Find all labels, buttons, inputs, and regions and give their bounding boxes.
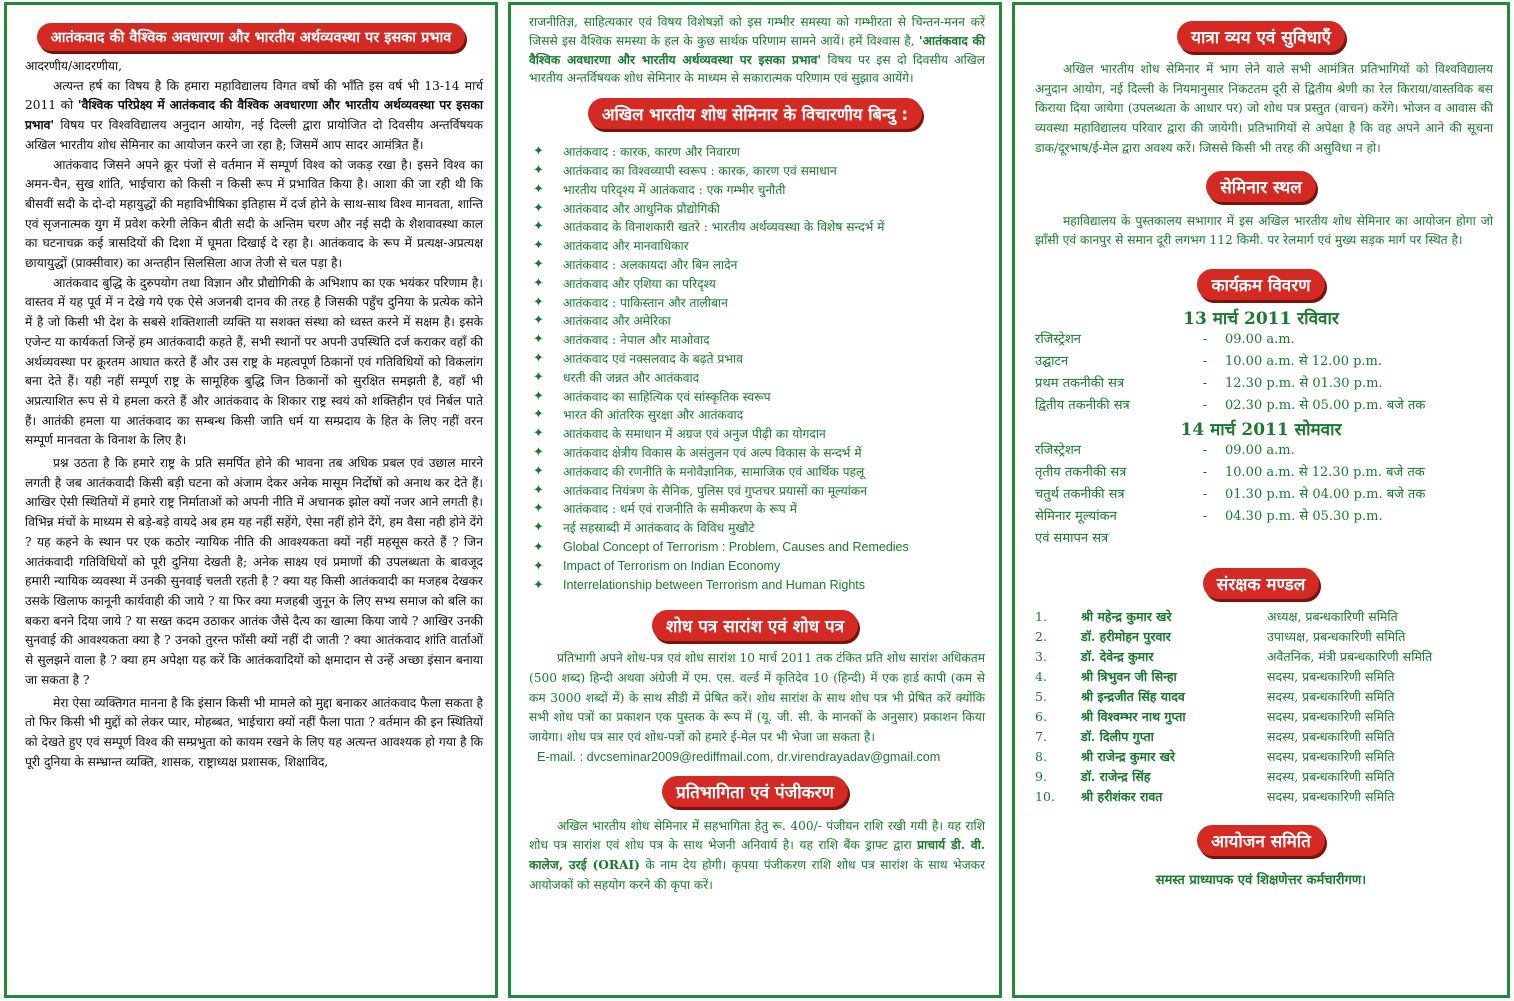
bullet-icon: ✦ [533, 313, 544, 329]
intro-text [7, 51, 495, 772]
travel-text: अखिल भारतीय शोध सेमिनार में भाग लेने वाले सभी आमंत्रित प्रतिभागियों को विश्वविद्यालय अनुदान आयोग, नई दिल्ली के नियमानुसार निकटतम दूरी से द्वितीय श्रेणी का रेल किराया/वास्तविक बस किराया दिया जायेगा (उपलब्धता के आधार पर) जो शोध पत्र प्रस्तुत (वाचन) करेंगे। भोजन व आवास की व्यवस्था महाविद्यालय परिवार द्वारा की जायेगी। प्रतिभागियों से अपेक्षा है कि वह अपने आने की सूचना डाक/दूरभाष/ई-मेल द्वारा अवश्य करें। जिससे किसी भी तरह की असुविधा न हो। [1035, 62, 1493, 155]
patron-title-banner: संरक्षक मण्डल [1203, 568, 1319, 599]
middle-panel [508, 2, 1002, 998]
salutation: आदरणीय/आदरणीया, [25, 59, 123, 73]
bullet-icon: ✦ [533, 576, 544, 592]
bullet-icon: ✦ [533, 482, 544, 498]
list-item: ✦ आतंकवाद : नेपाल और माओवाद [533, 331, 999, 350]
paragraph-3: आतंकवाद बुद्धि के दुरुपयोग तथा विज्ञान और प्रौद्योगिकी के अभिशाप का एक भयंकर परिणाम है। वास्तव में यह पूर्व में न देखे गये एक ऐसे अजनबी दानव की तरह है जिसकी पहुँच दुनिया के प्रत्येक कोने में है जो किसी भी देश के सबसे शक्तिशाली व्यक्ति या सशक्त संस्था को ध्वस्त करने में सक्षम है। इसके एजेन्ट या कार्यकर्ता जिन्हें हम आतंकवादी कहते हैं, सभी स्थानों पर अपनी उपस्थिति दर्ज कराकर वहाँ की अर्थव्यवस्था पर क्रूरतम आघात करते हैं और उस राष्ट्र के महत्वपूर्ण ठिकानों एवं गतिविधियों को विकलांग बना देते हैं। यही नहीं सम्पूर्ण राष्ट्र के सामूहिक बुद्धि जिन ठिकानों को सुरक्षित समझती है, वहाँ भी अप्रत्याशित रूप से ये हमला करते हैं और आतंकवाद के शिकार राष्ट्र स्वयं को शक्तिहीन एवं निर्बल पाते हैं। आतंकी हमला या आतंकवाद का सम्बन्ध किसी जाति धर्म या सम्प्रदाय के हित के लिए नहीं वरन सम्पूर्ण मानवता के विनाश के लिए है। [25, 275, 483, 448]
bullet-icon: ✦ [533, 501, 544, 517]
points-title-banner: अखिल भारतीय शोध सेमिनार के विचारणीय बिन्दु : [588, 98, 922, 129]
table-row: 4. श्री त्रिभुवन जी सिन्हा सदस्य, प्रबन्धकारिणी समिति [1035, 668, 1395, 684]
points-list [511, 143, 999, 594]
list-item: ✦ आतंकवाद क्षेत्रीय विकास के असंतुलन एवं अल्प विकास के सन्दर्भ में [533, 444, 999, 463]
bullet-icon: ✦ [533, 294, 544, 310]
list-item: ✦ आतंकवाद नियंत्रण के सैनिक, पुलिस एवं गुप्तचर प्रयासों का मूल्यांकन [533, 482, 999, 501]
bullet-icon: ✦ [533, 219, 544, 235]
table-row: 10. श्री हरीशंकर रावत सदस्य, प्रबन्धकारिणी समिति [1035, 788, 1395, 804]
continued-paragraph: राजनीतिज्ञ, साहित्यकार एवं विषय विशेषज्ञों को इस गम्भीर समस्या को गम्भीरता से चिन्तन-मनन करें जिससे इस वैश्विक समस्या के हल के कुछ सार्थक परिणाम सामने आयें। हमें विश्वास है, 'आतंकवाद की वैश्विक अवधारणा और भारतीय अर्थव्यवस्था पर इसका प्रभाव' विषय पर इस दो दिवसीय अखिल भारतीय अन्तर्विषयक शोध सेमिनार के माध्यम से सकारात्मक परिणाम एवं सुझाव आयेंगे। [529, 15, 986, 86]
bullet-icon: ✦ [533, 332, 544, 348]
day2-date: 14 मार्च 2011 सोमवार [1180, 419, 1342, 440]
bullet-icon: ✦ [533, 256, 544, 272]
travel-section [1015, 52, 1507, 159]
table-row: सेमिनार मूल्यांकन - 04.30 p.m. से 05.30 p.m. [1035, 508, 1383, 524]
paper-text: प्रतिभागी अपने शोध-पत्र एवं शोध सारांश 10 मार्च 2011 तक टंकित प्रति शोध सारांश अधिकतम (500 शब्द) हिन्दी अथवा अंग्रेजी में एम. एस. वर्ल्ड में कृतिदेव 10 (हिन्दी) में एक हार्ड कापी (कम से कम 3000 शब्दों में) के साथ सीडी में प्रेषित करें। शोध सारांश के साथ शोध पत्र भी प्रेषित करें क्योंकि सभी शोध पत्रों का प्रकाशन एक पुस्तक के रूप में (यू. जी. सी. के मानकों के अनुसार) प्रकाशन किया जायेगा। शोध पत्र सार एवं शोध-पत्रों को हमारे ई-मेल पर भी भेजा जा सकता है। [529, 651, 985, 745]
bullet-icon: ✦ [533, 444, 544, 460]
table-row: 1. श्री महेन्द्र कुमार खरे अध्यक्ष, प्रबन्धकारिणी समिति [1035, 608, 1398, 624]
list-item: ✦ आतंकवाद एवं नक्सलवाद के बढ़ते प्रभाव [533, 350, 999, 369]
bullet-icon: ✦ [533, 557, 544, 573]
table-row: द्वितीय तकनीकी सत्र - 02.30 p.m. से 05.00 p.m. बजे तक [1035, 397, 1426, 413]
list-item: ✦ Interrelationship between Terrorism and Human Rights [533, 576, 999, 595]
table-row: 5. श्री इन्द्रजीत सिंह यादव सदस्य, प्रबन्धकारिणी समिति [1035, 688, 1395, 704]
paper-section [511, 641, 999, 767]
committee-text: समस्त प्राध्यापक एवं शिक्षणेत्तर कर्मचारीगण। [1155, 872, 1367, 888]
travel-title-banner: यात्रा व्यय एवं सुविधाएँ [1177, 21, 1345, 52]
table-row: 6. श्री विश्वम्भर नाथ गुप्ता सदस्य, प्रबन्धकारिणी समिति [1035, 708, 1395, 724]
table-row: रजिस्ट्रेशन - 09.00 a.m. [1035, 442, 1295, 458]
list-item: ✦ आतंकवाद की रणनीति के मनोवैज्ञानिक, सामाजिक एवं आर्थिक पहलू [533, 463, 999, 482]
bullet-icon: ✦ [533, 350, 544, 366]
bullet-icon: ✦ [533, 162, 544, 178]
main-title-banner: आतंकवाद की वैश्विक अवधारणा और भारतीय अर्थव्यवस्था पर इसका प्रभाव [37, 23, 466, 51]
list-item: ✦ आतंकवाद का विश्वव्यापी स्वरूप : कारक, कारण एवं समाधान [533, 162, 999, 181]
table-row: 8. श्री राजेन्द्र कुमार खरे सदस्य, प्रबन्धकारिणी समिति [1035, 748, 1395, 764]
table-row: 7. डॉ. दिलीप गुप्ता सदस्य, प्रबन्धकारिणी समिति [1035, 728, 1395, 744]
paragraph-2: आतंकवाद जिसने अपने क्रूर पंजों से वर्तमान में सम्पूर्ण विश्व को जकड़ रखा है। इसने विश्व का अमन-चैन, सुख शांति, भाईचारा को किसी न किसी रूप में प्रभावित किया है। आशा की जा रही थी कि बीसवीं सदी के दो-दो महायुद्धों की महाविभीषिका इतिहास में दर्ज होने के साथ-साथ विश्व मानवता, शान्ति एवं सृजनात्मक युग में प्रवेश करेगी लेकिन बीती सदी के अन्तिम चरण और नई सदी के शैशवावस्था काल का घटनाचक्र कई त्रासदियों की दिशा में घूमता दिखाई दे रहा है। आतंकवाद के रूप में प्रत्यक्ष-अप्रत्यक्ष छायायुद्धों (प्राक्सीवार) का अन्तहीन सिलसिला आज तेजी से चल पड़ा है। [25, 157, 483, 271]
table-row: 2. डॉ. हरीमोहन पुरवार उपाध्यक्ष, प्रबन्धकारिणी समिति [1035, 628, 1406, 644]
venue-section [1015, 202, 1507, 251]
bullet-icon: ✦ [533, 144, 544, 160]
left-panel [4, 2, 498, 998]
list-item: ✦ Global Concept of Terrorism : Problem, Causes and Remedies [533, 538, 999, 557]
paper-title-banner: शोध पत्र सारांश एवं शोध पत्र [652, 610, 858, 641]
venue-text: महाविद्यालय के पुस्तकालय सभागार में इस अखिल भारतीय शोध सेमिनार का आयोजन होगा जो झाँसी एवं कानपुर से समान दूरी लगभग 112 किमी. पर रेलमार्ग एवं मुख्य सड़क मार्ग पर स्थित है। [1035, 213, 1493, 248]
intro-paragraph: अत्यन्त हर्ष का विषय है कि हमारा महाविद्यालय विगत वर्षो की भाँति इस वर्ष भी 13-14 मार्च 2011 को 'वैश्विक परिप्रेक्ष्य में आतंकवाद की वैश्विक अवधारणा और भारतीय अर्थव्यवस्था पर इसका प्रभाव' विषय पर विश्वविद्यालय अनुदान आयोग, नई दिल्ली द्वारा प्रायोजित दो दिवसीय अन्तर्विषयक अखिल भारतीय शोध सेमिनार का आयोजन करने जा रहा है; जिसमें आप सादर आमंत्रित हैं। [25, 78, 484, 152]
continued-text [511, 5, 999, 88]
bullet-icon: ✦ [533, 181, 544, 197]
list-item: ✦ भारत की आंतरिक सुरक्षा और आतंकवाद [533, 406, 999, 425]
committee-title-banner: आयोजन समिति [1197, 825, 1325, 856]
program-title-banner: कार्यक्रम विवरण [1197, 269, 1324, 300]
bullet-icon: ✦ [533, 200, 544, 216]
list-item: ✦ आतंकवाद : कारक, कारण और निवारण [533, 143, 999, 162]
list-item: ✦ नई सहस्राब्दी में आतंकवाद के विविध मुखौटे [533, 519, 999, 538]
list-item: ✦ आतंकवाद और अमेरिका [533, 312, 999, 331]
list-item: ✦ आतंकवाद और मानवाधिकार [533, 237, 999, 256]
list-item: ✦ भारतीय परिदृश्य में आतंकवाद : एक गम्भीर चुनौती [533, 181, 999, 200]
list-item: ✦ Impact of Terrorism on Indian Economy [533, 557, 999, 576]
venue-title-banner: सेमिनार स्थल [1206, 171, 1315, 202]
day1-schedule [1035, 329, 1475, 417]
bullet-icon: ✦ [533, 407, 544, 423]
bullet-icon: ✦ [533, 238, 544, 254]
day1-date: 13 मार्च 2011 रविवार [1183, 308, 1339, 329]
paragraph-4: प्रश्न उठता है कि हमारे राष्ट्र के प्रति समर्पित होने की भावना तब अधिक प्रबल एवं उछाल मारने लगती है जब आतंकवादी किसी बड़ी घटना को अंजाम देकर अनेक मासूम निर्दोषों को अनाथ कर देते हैं। आखिर ऐसी स्थितियों में हमारे राष्ट्र निर्माताओं को अपनी नीति में अचानक झोल क्यों नजर आने लगती है। विभिन्न मंचों के माध्यम से बड़े-बड़े वायदे अब हम यह नहीं सहेंगे, ऐसा नहीं होने देंगे, हम वैसा नही होने देंगे ? यह कहने के स्थान पर एक कठोर न्यायिक नीति की आवश्यकता क्यों नहीं महसूस करते हैं ? जिन आतंकवादी गतिविधियों को पूरी दुनिया देखती है; अनेक साक्ष्य एवं प्रमाणों की उपलब्धता के बावजूद हमारी न्यायिक व्यवस्था में उनकी सुनवाई चलती रहती है ? क्या यह किसी आतंकवादी का मजहब देखकर उसके खिलाफ कानूनी कार्यवाही की जाये ? या फिर क्या मजहबी जुनून के लिए सभ्य समाज को बलि का बकरा बनने दिया जाये ? या सख्त कदम उठाकर आतंक जैसे दैत्य का खात्मा किया जाये ? आखिर उनकी सुनवाई की आवश्यकता क्या है ? उनको तुरन्त फाँसी क्यों नहीं दी जाती ? क्या आतंकवाद शांति वार्ताओं से सुलझने वाला है ? क्या हम अपेक्षा यह करें कि आतंकवादियों को क्षमादान से उन्हें अच्छा इंसान बनाया जा सकता है ? [25, 456, 483, 687]
day2-schedule [1035, 440, 1475, 550]
table-row: एवं समापन सत्र [1035, 530, 1109, 546]
table-row: रजिस्ट्रेशन - 09.00 a.m. [1035, 331, 1295, 347]
table-row: 9. डॉ. राजेन्द्र सिंह सदस्य, प्रबन्धकारिणी समिति [1035, 768, 1395, 784]
table-row: 3. डॉ. देवेन्द्र कुमार अवैतनिक, मंत्री प्रबन्धकारिणी समिति [1035, 648, 1433, 664]
list-item: ✦ आतंकवाद का साहित्यिक एवं सांस्कृतिक स्वरूप [533, 388, 999, 407]
patron-list [1035, 607, 1477, 807]
list-item: ✦ आतंकवाद और एशिया का परिदृश्य [533, 275, 999, 294]
registration-text: अखिल भारतीय शोध सेमिनार में सहभागिता हेतु रू. 400/- पंजीयन राशि रखी गयी है। यह राशि शोध पत्र सारांश एवं शोध पत्र के साथ भेजनी अनिवार्य है। यह राशि बैंक ड्राफ्ट द्वारा प्राचार्य डी. वी. कालेज, उरई (ORAI) के नाम देय होगी। कृपया पंजीकरण राशि शोध पत्र सारांश के साथ भेजकर आयोजकों को सहयोग करने की कृपा करें। [529, 818, 985, 892]
bullet-icon: ✦ [533, 520, 544, 536]
table-row: चतुर्थ तकनीकी सत्र - 01.30 p.m. से 04.00 p.m. बजे तक [1035, 486, 1426, 502]
list-item: ✦ धरती की जन्नत और आतंकवाद [533, 369, 999, 388]
bullet-icon: ✦ [533, 426, 544, 442]
registration-section [511, 807, 999, 896]
email-line: E-mail. : dvcseminar2009@rediffmail.com, dr.virendrayadav@gmail.com [537, 749, 941, 764]
right-panel [1012, 2, 1510, 998]
bullet-icon: ✦ [533, 275, 544, 291]
list-item: ✦ आतंकवाद : धर्म एवं राजनीति के समीकरण के रूप में [533, 500, 999, 519]
paragraph-5: मेरा ऐसा व्यक्तिगत मानना है कि इंसान किसी भी मामले को मुद्दा बनाकर आतंकवाद फैला सकता है तो फिर किसी भी मुद्दों को लेकर प्यार, मोहब्बत, भाईचारा क्यों नहीं फैला पाता ? वर्तमान की इन स्थितियों को देखते हुए एवं सम्पूर्ण विश्व की सम्प्रभुता को कायम रखने के लिए यह अत्यन्त आवश्यक हो गया है कि पूरी दुनिया के सम्भ्रान्त व्यक्ति, शासक, राष्ट्राध्यक्ष प्रशासक, शिक्षाविद, [25, 695, 483, 769]
list-item: ✦ आतंकवाद और आधुनिक प्रौद्योगिकी [533, 200, 999, 219]
bullet-icon: ✦ [533, 463, 544, 479]
bullet-icon: ✦ [533, 538, 544, 554]
table-row: प्रथम तकनीकी सत्र - 12.30 p.m. से 01.30 p.m. [1035, 375, 1383, 391]
list-item: ✦ आतंकवाद के समाधान में अग्रज एवं अनुज पीढ़ी का योगदान [533, 425, 999, 444]
table-row: उद्घाटन - 10.00 a.m. से 12.00 p.m. [1035, 353, 1383, 369]
list-item: ✦ आतंकवाद : अलकायदा और बिन लादेन [533, 256, 999, 275]
bullet-icon: ✦ [533, 369, 544, 385]
registration-title-banner: प्रतिभागिता एवं पंजीकरण [662, 776, 848, 807]
bullet-icon: ✦ [533, 388, 544, 404]
table-row: तृतीय तकनीकी सत्र - 10.00 a.m. से 12.30 p.m. बजे तक [1035, 464, 1425, 480]
list-item: ✦ आतंकवाद के विनाशकारी खतरे : भारतीय अर्थव्यवस्था के विशेष सन्दर्भ में [533, 218, 999, 237]
list-item: ✦ आतंकवाद : पाकिस्तान और तालीबान [533, 294, 999, 313]
